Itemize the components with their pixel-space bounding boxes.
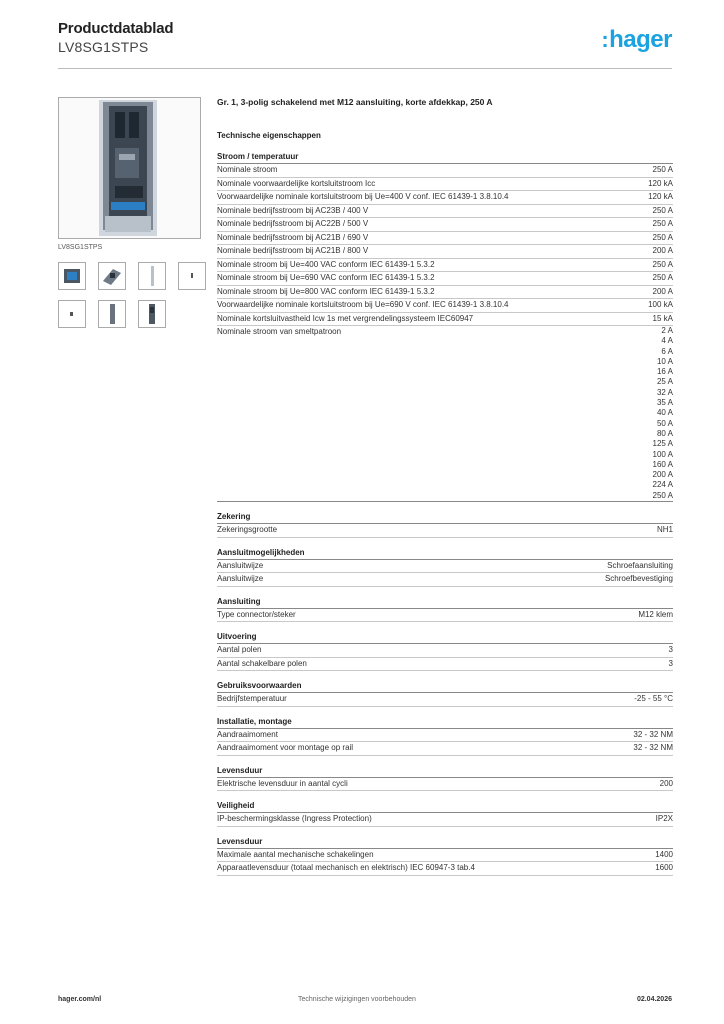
thumbnail-7[interactable] xyxy=(138,300,166,328)
spec-row xyxy=(217,272,673,286)
spec-label: Type connector/steker xyxy=(217,609,296,619)
spec-value: 1400 xyxy=(655,849,673,859)
spec-label: Aandraaimoment voor montage op rail xyxy=(217,743,354,753)
spec-label: Nominale stroom bij Ue=690 VAC conform IEC 61439-1 5.3.2 xyxy=(217,273,435,282)
spec-row-multi xyxy=(217,326,673,502)
spec-value-list xyxy=(653,326,673,501)
spec-value: 250 A xyxy=(652,205,673,215)
thumbnail-1[interactable] xyxy=(58,262,86,290)
spec-row xyxy=(217,729,673,743)
spec-value: 100 kA xyxy=(648,300,673,309)
spec-value: 100 A xyxy=(652,449,673,459)
image-caption: LV8SG1STPS xyxy=(58,244,103,251)
spec-value: 40 A xyxy=(656,408,673,418)
spec-label: Elektrische levensduur in aantal cycli xyxy=(217,778,348,788)
spec-value: Schroefaansluiting xyxy=(607,560,673,570)
spec-row xyxy=(217,178,673,192)
section-title: Veiligheid xyxy=(217,801,673,813)
spec-value: 250 A xyxy=(652,232,673,242)
spec-section xyxy=(217,512,673,538)
spec-value: 32 - 32 NM xyxy=(633,729,673,739)
spec-value: 16 A xyxy=(656,367,673,377)
spec-value: 200 A xyxy=(652,246,673,255)
spec-label: Zekeringsgrootte xyxy=(217,525,278,535)
section-title: Aansluiting xyxy=(217,597,673,609)
spec-label: Nominale stroom xyxy=(217,165,278,174)
spec-value: 3 xyxy=(668,645,673,655)
spec-label: Nominale voorwaardelijke kortsluitstroom Icc xyxy=(217,178,376,188)
spec-section xyxy=(217,548,673,587)
spec-value: 15 kA xyxy=(652,313,673,323)
spec-row xyxy=(217,286,673,300)
hager-logo: :hager xyxy=(601,26,672,53)
spec-value: 10 A xyxy=(656,356,673,366)
section-title: Stroom / temperatuur xyxy=(217,152,673,164)
spec-value: -25 - 55 °C xyxy=(634,694,673,704)
section-title: Installatie, montage xyxy=(217,717,673,729)
spec-row xyxy=(217,862,673,876)
spec-row xyxy=(217,299,673,313)
spec-row xyxy=(217,524,673,538)
spec-label: Nominale bedrijfsstroom bij AC21B / 800 V xyxy=(217,246,369,255)
spec-row xyxy=(217,573,673,587)
spec-value: 50 A xyxy=(656,418,673,428)
spec-section xyxy=(217,681,673,707)
tech-properties-heading: Technische eigenschappen xyxy=(217,131,321,140)
spec-value: IP2X xyxy=(655,814,673,824)
spec-value: 120 kA xyxy=(648,178,673,188)
thumbnail-3[interactable] xyxy=(138,262,166,290)
spec-value: 120 kA xyxy=(648,192,673,201)
spec-value: 250 A xyxy=(652,259,673,269)
spec-value: 35 A xyxy=(656,398,673,408)
spec-row xyxy=(217,232,673,246)
footer-disclaimer: Technische wijzigingen voorbehouden xyxy=(298,996,416,1003)
spec-value: 224 A xyxy=(652,480,673,490)
spec-value: 3 xyxy=(668,658,673,668)
spec-content xyxy=(217,97,673,876)
spec-label: Aansluitwijze xyxy=(217,574,264,584)
section-title: Gebruiksvoorwaarden xyxy=(217,681,673,693)
product-image[interactable] xyxy=(58,97,201,239)
page-header xyxy=(58,20,173,55)
spec-row xyxy=(217,644,673,658)
spec-value: 250 A xyxy=(652,219,673,228)
spec-value: 1600 xyxy=(655,863,673,873)
spec-value: 4 A xyxy=(661,336,673,346)
spec-label: Nominale kortsluitvastheid Icw 1s met vergrendelingssysteem IEC60947 xyxy=(217,313,474,323)
spec-row xyxy=(217,164,673,178)
spec-label: Aantal polen xyxy=(217,645,262,655)
spec-row xyxy=(217,778,673,792)
section-title: Zekering xyxy=(217,512,673,524)
footer-website[interactable]: hager.com/nl xyxy=(58,996,102,1003)
section-title: Uitvoering xyxy=(217,632,673,644)
spec-value: 32 A xyxy=(656,387,673,397)
spec-value: 200 A xyxy=(652,286,673,296)
spec-label: Apparaatlevensduur (totaal mechanisch en elektrisch) IEC 60947-3 tab.4 xyxy=(217,863,475,873)
spec-value: 200 A xyxy=(652,470,673,480)
spec-section xyxy=(217,597,673,623)
spec-label: Nominale stroom van smeltpatroon xyxy=(217,327,342,336)
spec-row xyxy=(217,218,673,232)
spec-section xyxy=(217,837,673,876)
spec-label: Maximale aantal mechanische schakelingen xyxy=(217,849,374,859)
spec-label: Aandraaimoment xyxy=(217,729,278,739)
spec-value: Schroefbevestiging xyxy=(604,574,673,584)
switch-disconnector-icon xyxy=(59,98,200,238)
thumbnail-5[interactable] xyxy=(58,300,86,328)
spec-label: IP-beschermingsklasse (Ingress Protection) xyxy=(217,814,372,824)
spec-label: Voorwaardelijke nominale kortsluitstroom bij Ue=690 V conf. IEC 61439-1 3.8.10.4 xyxy=(217,300,509,309)
spec-label: Nominale bedrijfsstroom bij AC22B / 500 V xyxy=(217,219,369,228)
spec-label: Nominale bedrijfsstroom bij AC23B / 400 V xyxy=(217,205,369,215)
thumbnail-2[interactable] xyxy=(98,262,126,290)
product-description: Gr. 1, 3-polig schakelend met M12 aansluiting, korte afdekkap, 250 A xyxy=(217,97,493,107)
spec-row xyxy=(217,560,673,574)
spec-label: Nominale bedrijfsstroom bij AC21B / 690 V xyxy=(217,232,369,242)
spec-section xyxy=(217,717,673,756)
page-title: Productdatablad xyxy=(58,20,174,37)
thumbnail-4[interactable] xyxy=(178,262,206,290)
spec-row xyxy=(217,693,673,707)
spec-section xyxy=(217,152,673,502)
spec-label: Nominale stroom bij Ue=800 VAC conform IEC 61439-1 5.3.2 xyxy=(217,286,435,296)
spec-row xyxy=(217,849,673,863)
spec-section xyxy=(217,632,673,671)
spec-row xyxy=(217,609,673,623)
spec-value: 25 A xyxy=(656,377,673,387)
spec-label: Aansluitwijze xyxy=(217,560,264,570)
spec-section xyxy=(217,766,673,792)
spec-label: Bedrijfstemperatuur xyxy=(217,694,287,704)
header-divider xyxy=(58,68,672,69)
spec-label: Nominale stroom bij Ue=400 VAC conform IEC 61439-1 5.3.2 xyxy=(217,259,435,269)
spec-row xyxy=(217,813,673,827)
section-title: Aansluitmogelijkheden xyxy=(217,548,673,560)
spec-value: 200 xyxy=(659,778,673,788)
spec-value: 250 A xyxy=(652,273,673,282)
spec-row xyxy=(217,313,673,327)
spec-row xyxy=(217,205,673,219)
spec-row xyxy=(217,191,673,205)
spec-sections xyxy=(217,152,673,876)
spec-value: 6 A xyxy=(661,346,673,356)
spec-row xyxy=(217,742,673,756)
spec-value: M12 klem xyxy=(638,609,673,619)
spec-value: 2 A xyxy=(661,326,673,335)
spec-value: 32 - 32 NM xyxy=(633,743,673,753)
spec-value: NH1 xyxy=(656,525,673,535)
spec-value: 250 A xyxy=(652,165,673,174)
footer-date: 02.04.2026 xyxy=(636,996,672,1003)
spec-value: 80 A xyxy=(656,428,673,438)
section-title: Levensduur xyxy=(217,837,673,849)
spec-label: Aantal schakelbare polen xyxy=(217,658,307,668)
product-code-title: LV8SG1STPS xyxy=(58,39,149,55)
spec-section xyxy=(217,801,673,827)
section-title: Levensduur xyxy=(217,766,673,778)
spec-row xyxy=(217,259,673,273)
thumbnail-6[interactable] xyxy=(98,300,126,328)
spec-label: Voorwaardelijke nominale kortsluitstroom bij Ue=400 V conf. IEC 61439-1 3.8.10.4 xyxy=(217,192,509,201)
spec-row xyxy=(217,658,673,672)
spec-row xyxy=(217,245,673,259)
spec-value: 125 A xyxy=(652,439,673,449)
spec-value: 250 A xyxy=(652,490,673,500)
spec-value: 160 A xyxy=(652,459,673,469)
